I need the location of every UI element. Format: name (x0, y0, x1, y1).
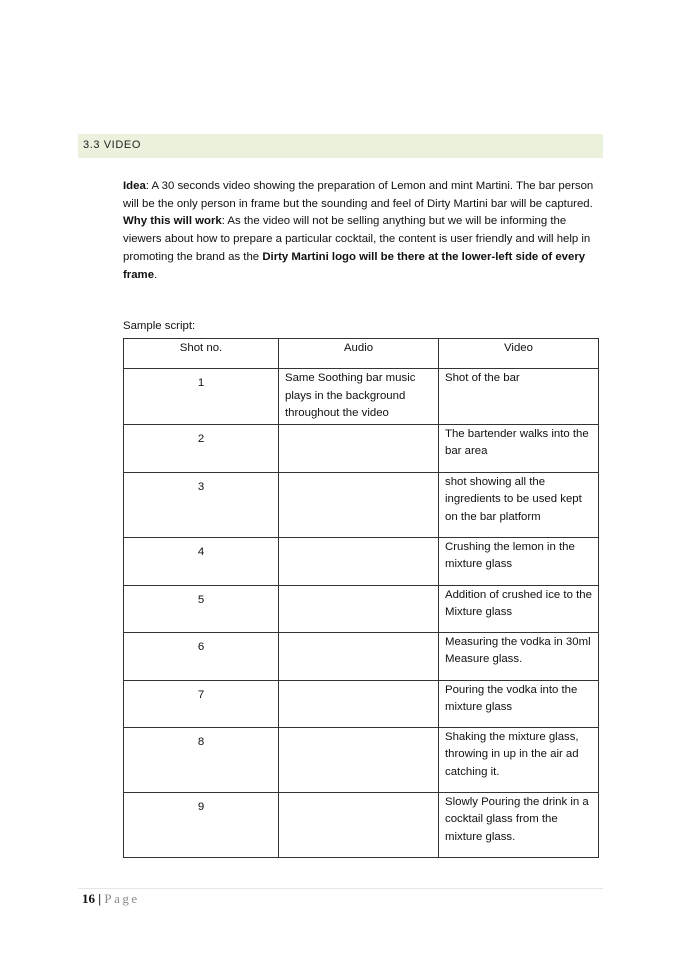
shot-number: 9 (124, 792, 279, 857)
shot-number: 2 (124, 424, 279, 472)
video-cell: Shaking the mixture glass, throwing in up in the air ad catching it. (439, 727, 599, 792)
header-video: Video (439, 339, 599, 369)
section-heading: 3.3 VIDEO (83, 139, 141, 151)
why-bold-text: Dirty Martini logo will be there at the lower-left side of every frame (123, 250, 586, 281)
table-row (124, 537, 599, 585)
table-row (124, 792, 599, 857)
audio-cell (279, 472, 439, 537)
shot-number: 3 (124, 472, 279, 537)
audio-cell (279, 680, 439, 727)
shot-number: 4 (124, 537, 279, 585)
audio-cell (279, 727, 439, 792)
video-cell: Pouring the vodka into the mixture glass (439, 680, 599, 727)
table-row (124, 369, 599, 425)
audio-cell (279, 424, 439, 472)
video-cell: The bartender walks into the bar area (439, 424, 599, 472)
page-word: Page (104, 891, 140, 906)
section-heading-bar (78, 134, 603, 158)
video-cell: Crushing the lemon in the mixture glass (439, 537, 599, 585)
page-number: 16 (82, 891, 95, 906)
idea-text: : A 30 seconds video showing the preparation of Lemon and mint Martini. The bar person will be the only person in frame but the sounding and feel of Dirty Martini bar will be captured. (123, 180, 594, 210)
table-row (124, 680, 599, 727)
shot-number: 5 (124, 585, 279, 632)
audio-cell (279, 537, 439, 585)
audio-cell (279, 792, 439, 857)
shot-number: 8 (124, 727, 279, 792)
table-row (124, 727, 599, 792)
video-cell: Addition of crushed ice to the Mixture glass (439, 585, 599, 632)
page-footer (82, 891, 140, 907)
audio-cell (279, 632, 439, 680)
shot-number: 6 (124, 632, 279, 680)
audio-cell: Same Soothing bar music plays in the background throughout the video (279, 369, 439, 425)
why-paragraph (123, 213, 601, 284)
idea-label: Idea (123, 180, 146, 192)
table-row (124, 424, 599, 472)
table-row (124, 472, 599, 537)
why-end: . (154, 268, 158, 281)
shot-number: 1 (124, 369, 279, 425)
table-header-row (124, 339, 599, 369)
header-audio: Audio (279, 339, 439, 369)
table-row (124, 632, 599, 680)
why-text: : As the video will not be selling anything but we will be informing the viewers about how to prepare a particular cocktail, the content is user friendly and will help in promoting the brand as the (123, 215, 591, 263)
sample-script-label: Sample script: (123, 320, 196, 332)
intro-text (123, 178, 601, 284)
video-cell: Shot of the bar (439, 369, 599, 425)
sample-script-table (123, 338, 599, 858)
video-cell: Measuring the vodka in 30ml Measure glass. (439, 632, 599, 680)
header-shot-no: Shot no. (124, 339, 279, 369)
video-cell: Slowly Pouring the drink in a cocktail glass from the mixture glass. (439, 792, 599, 857)
idea-paragraph (123, 178, 601, 213)
why-label: Why this will work (123, 215, 222, 228)
video-cell: shot showing all the ingredients to be used kept on the bar platform (439, 472, 599, 537)
footer-separator: | (98, 891, 102, 906)
table-row (124, 585, 599, 632)
shot-number: 7 (124, 680, 279, 727)
audio-cell (279, 585, 439, 632)
footer-divider (78, 888, 603, 889)
